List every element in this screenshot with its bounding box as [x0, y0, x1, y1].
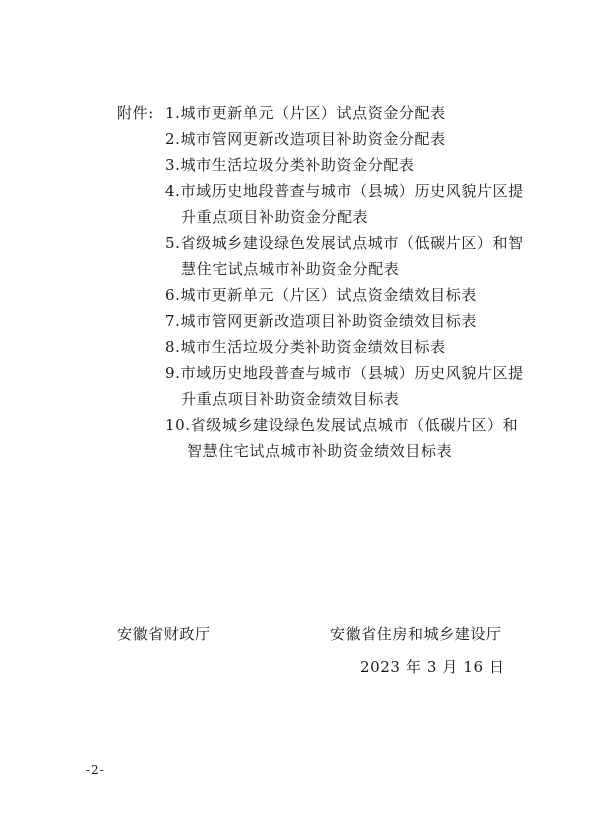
attachment-item-5 — [165, 230, 557, 282]
attachment-item-6 — [165, 282, 557, 308]
attachment-line: 7.城市管网更新改造项目补助资金绩效目标表 — [165, 312, 477, 330]
attachment-line: 5.省级城乡建设绿色发展试点城市（低碳片区）和智 — [165, 234, 524, 252]
attachment-line: 8.城市生活垃圾分类补助资金绩效目标表 — [165, 338, 446, 356]
attachment-item-10 — [165, 412, 557, 464]
attachment-item-9 — [165, 360, 557, 412]
attachment-item-3 — [165, 152, 557, 178]
attachment-line-continued: 升重点项目补助资金绩效目标表 — [181, 390, 400, 408]
page-number: -2- — [86, 763, 105, 777]
document-date: 2023 年 3 月 16 日 — [360, 658, 505, 676]
signature-finance-department: 安徽省财政厅 — [117, 625, 211, 643]
attachment-block — [117, 100, 557, 464]
attachment-line-continued: 智慧住宅试点城市补助资金绩效目标表 — [187, 442, 453, 460]
attachment-line-continued: 升重点项目补助资金分配表 — [181, 208, 369, 226]
attachment-line: 9.市域历史地段普查与城市（县城）历史风貌片区提 — [165, 364, 524, 382]
attachment-line: 1.城市更新单元（片区）试点资金分配表 — [165, 104, 446, 122]
attachment-item-7 — [165, 308, 557, 334]
signature-housing-department: 安徽省住房和城乡建设厅 — [330, 625, 502, 643]
attachment-item-8 — [165, 334, 557, 360]
attachment-line: 3.城市生活垃圾分类补助资金分配表 — [165, 156, 415, 174]
attachment-item-2 — [165, 126, 557, 152]
attachment-item-4 — [165, 178, 557, 230]
attachment-item-1 — [165, 100, 557, 126]
attachment-line: 10.省级城乡建设绿色发展试点城市（低碳片区）和 — [165, 416, 519, 434]
attachment-line-continued: 慧住宅试点城市补助资金分配表 — [181, 260, 400, 278]
attachment-line: 2.城市管网更新改造项目补助资金分配表 — [165, 130, 446, 148]
attachment-label: 附件: — [117, 104, 154, 122]
attachment-list — [117, 100, 557, 464]
attachment-line: 4.市域历史地段普查与城市（县城）历史风貌片区提 — [165, 182, 524, 200]
attachment-line: 6.城市更新单元（片区）试点资金绩效目标表 — [165, 286, 477, 304]
